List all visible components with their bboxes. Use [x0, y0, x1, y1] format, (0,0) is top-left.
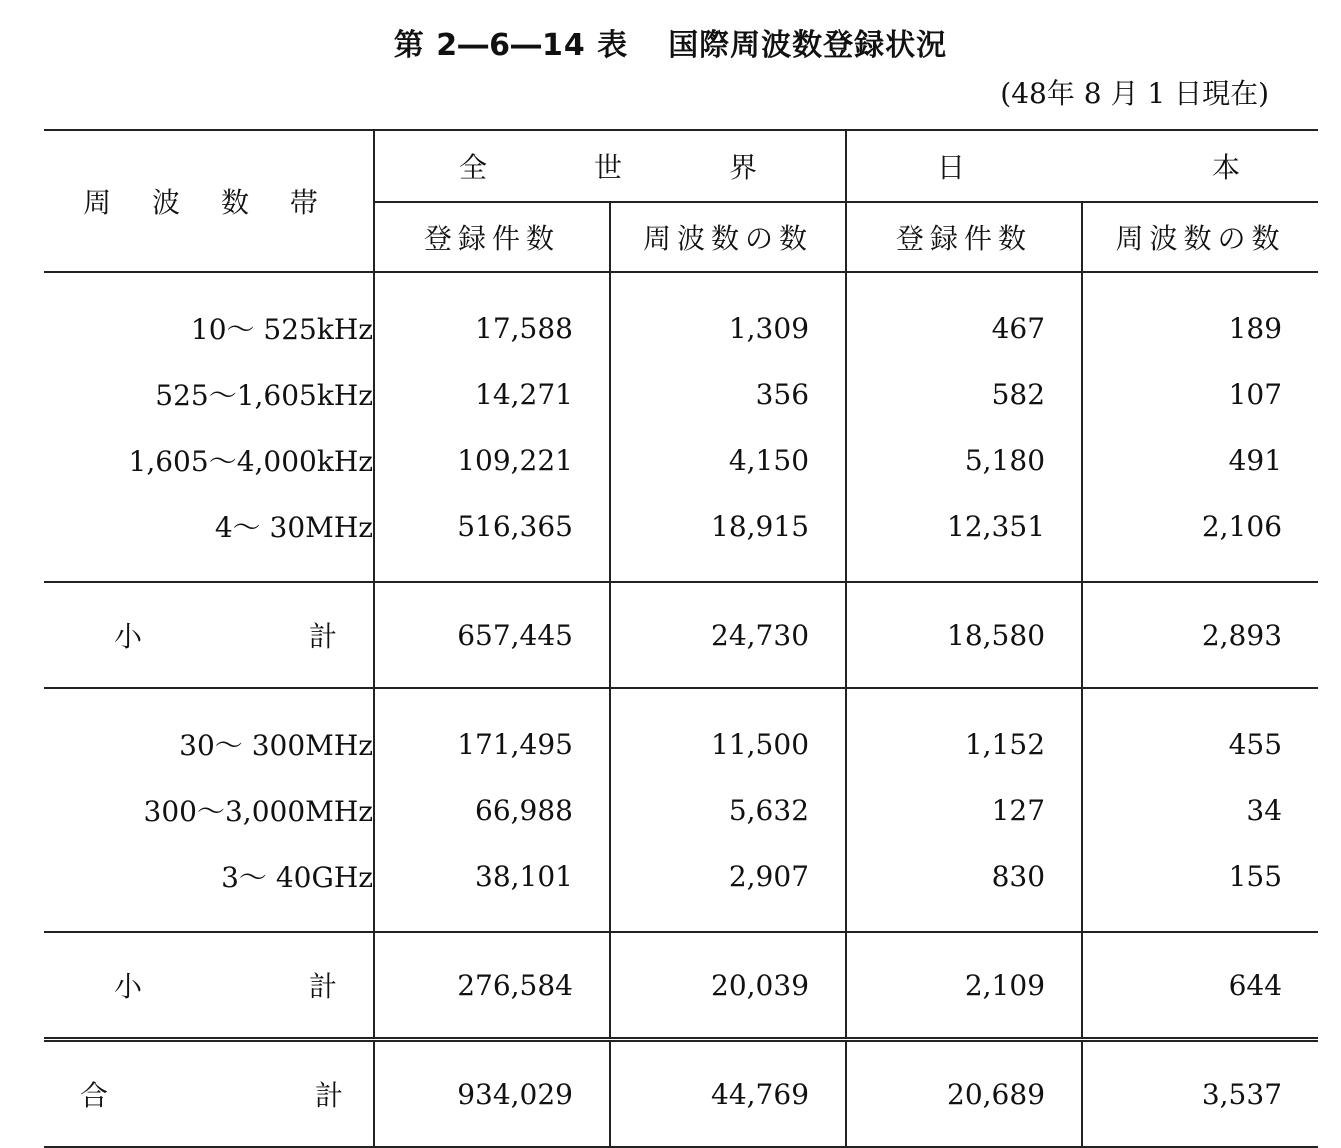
world-frequencies: 20,039 — [610, 932, 846, 1040]
japan-frequencies: 155 — [1082, 843, 1318, 909]
table-row — [44, 295, 1318, 361]
world-registrations: 657,445 — [374, 582, 610, 688]
world-frequencies: 2,907 — [610, 843, 846, 909]
japan-registrations: 20,689 — [846, 1040, 1082, 1148]
world-frequencies: 11,500 — [610, 711, 846, 777]
table-number: 第 2―6―14 表 — [393, 28, 629, 63]
table-row — [44, 427, 1318, 493]
world-frequencies: 356 — [610, 361, 846, 427]
japan-frequencies: 2,893 — [1082, 582, 1318, 688]
japan-registrations: 127 — [846, 777, 1082, 843]
band-label: 525～1,605kHz — [155, 379, 373, 412]
japan-frequencies: 455 — [1082, 711, 1318, 777]
japan-frequencies: 644 — [1082, 932, 1318, 1040]
japan-registrations: 18,580 — [846, 582, 1082, 688]
japan-registrations: 1,152 — [846, 711, 1082, 777]
table-row — [44, 711, 1318, 777]
band-label: 300～3,000MHz — [143, 795, 373, 828]
world-frequencies: 4,150 — [610, 427, 846, 493]
japan-registrations: 582 — [846, 361, 1082, 427]
world-registrations: 38,101 — [374, 843, 610, 909]
world-frequencies: 24,730 — [610, 582, 846, 688]
japan-registrations: 12,351 — [846, 493, 1082, 559]
world-registrations: 14,271 — [374, 361, 610, 427]
band-label: 1,605～4,000kHz — [128, 445, 373, 478]
world-registrations: 171,495 — [374, 711, 610, 777]
japan-frequencies-header: 周波数の数 — [1082, 202, 1318, 272]
frequency-registration-table — [44, 129, 1318, 1148]
japan-frequencies: 34 — [1082, 777, 1318, 843]
japan-frequencies: 2,106 — [1082, 493, 1318, 559]
total-row: 合 計 934,029 44,769 20,689 3,537 — [44, 1040, 1318, 1148]
table-name: 国際周波数登録状況 — [668, 28, 948, 63]
band-label: 4～ 30MHz — [214, 511, 373, 544]
subtotal-row: 小 計 276,584 20,039 2,109 644 — [44, 932, 1318, 1040]
table-row — [44, 777, 1318, 843]
band-label: 30～ 300MHz — [179, 729, 373, 762]
world-registrations: 17,588 — [374, 295, 610, 361]
japan-frequencies: 189 — [1082, 295, 1318, 361]
table-title — [0, 20, 1341, 64]
table-row — [44, 843, 1318, 909]
band-label: 3～ 40GHz — [221, 861, 373, 894]
world-frequencies: 18,915 — [610, 493, 846, 559]
japan-registrations: 2,109 — [846, 932, 1082, 1040]
japan-registrations: 830 — [846, 843, 1082, 909]
japan-frequencies: 3,537 — [1082, 1040, 1318, 1148]
world-frequencies: 1,309 — [610, 295, 846, 361]
japan-frequencies: 107 — [1082, 361, 1318, 427]
japan-frequencies: 491 — [1082, 427, 1318, 493]
world-registrations: 516,365 — [374, 493, 610, 559]
world-frequencies: 44,769 — [610, 1040, 846, 1148]
japan-registrations-header: 登録件数 — [846, 202, 1082, 272]
japan-header: 日 本 — [846, 130, 1318, 202]
world-header: 全 世 界 — [374, 130, 846, 202]
japan-registrations: 467 — [846, 295, 1082, 361]
table-row — [44, 361, 1318, 427]
date-note: (48年 8 月 1 日現在) — [1000, 77, 1269, 110]
table-row — [44, 493, 1318, 559]
world-registrations: 66,988 — [374, 777, 610, 843]
world-registrations-header: 登録件数 — [374, 202, 610, 272]
japan-registrations: 5,180 — [846, 427, 1082, 493]
world-frequencies-header: 周波数の数 — [610, 202, 846, 272]
subtotal-row: 小 計 657,445 24,730 18,580 2,893 — [44, 582, 1318, 688]
world-frequencies: 5,632 — [610, 777, 846, 843]
band-header: 周 波 数 帯 — [44, 130, 374, 272]
world-registrations: 934,029 — [374, 1040, 610, 1148]
world-registrations: 276,584 — [374, 932, 610, 1040]
band-label: 10～ 525kHz — [190, 313, 373, 346]
world-registrations: 109,221 — [374, 427, 610, 493]
